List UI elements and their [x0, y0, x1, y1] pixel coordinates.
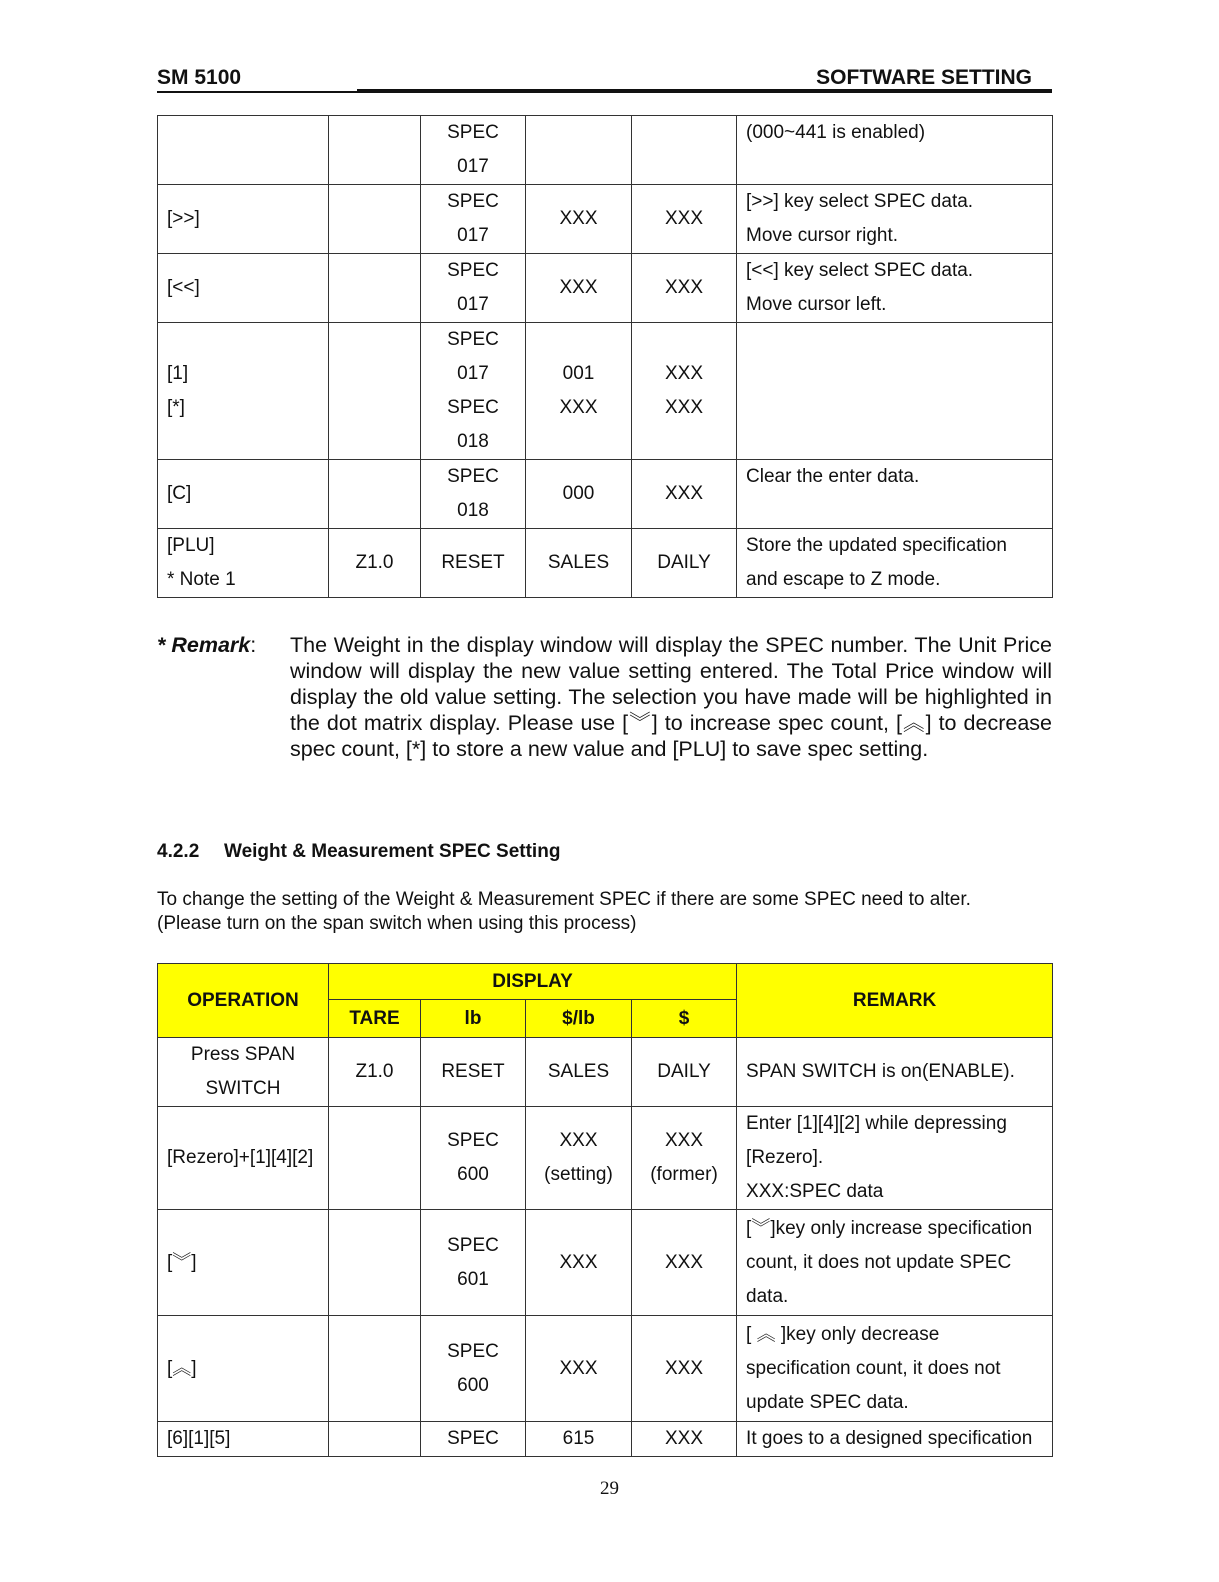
dollar-cell	[632, 116, 737, 185]
dollar-cell: XXX	[632, 1422, 737, 1457]
lb-cell: SPEC 017 SPEC 018	[421, 323, 526, 460]
dollar-cell: XXX	[632, 1316, 737, 1422]
table-header-row	[158, 964, 1053, 1000]
remark-cell: [<<] key select SPEC data. Move cursor left.	[737, 254, 1053, 323]
plb-cell: XXX	[526, 185, 632, 254]
lb-cell: RESET	[421, 1038, 526, 1107]
tare-cell	[329, 1422, 421, 1457]
plb-cell: SALES	[526, 529, 632, 598]
plb-cell: SALES	[526, 1038, 632, 1107]
lb-cell: SPEC	[421, 1422, 526, 1457]
op-cell: [︽]	[158, 1316, 329, 1422]
header-price-per-lb: $/lb	[526, 1000, 632, 1038]
op-cell: [PLU] * Note 1	[158, 529, 329, 598]
section-title-text: Weight & Measurement SPEC Setting	[224, 841, 561, 862]
remark-cell: [︾]key only increase specification count, it does not update SPEC data.	[737, 1210, 1053, 1316]
table-row	[158, 1422, 1053, 1457]
table-row	[158, 1210, 1053, 1316]
remark-label: * Remark:	[157, 633, 257, 657]
remark-cell: [ ︽ ]key only decrease specification count, it does not update SPEC data.	[737, 1316, 1053, 1422]
plb-cell: XXX	[526, 1316, 632, 1422]
tare-cell	[329, 116, 421, 185]
lb-cell: SPEC 017	[421, 185, 526, 254]
lb-cell: SPEC 601	[421, 1210, 526, 1316]
header-tare: TARE	[329, 1000, 421, 1038]
plb-cell: 615	[526, 1422, 632, 1457]
dollar-cell: XXX	[632, 185, 737, 254]
header-dollar: $	[632, 1000, 737, 1038]
tare-cell	[329, 323, 421, 460]
spec-table-continued	[157, 115, 1053, 598]
header-display: DISPLAY	[329, 964, 737, 1000]
op-cell: [Rezero]+[1][4][2]	[158, 1107, 329, 1210]
tare-cell	[329, 185, 421, 254]
table-row	[158, 1038, 1053, 1107]
remark-cell: Enter [1][4][2] while depressing [Rezero]. XXX:SPEC data	[737, 1107, 1053, 1210]
page-number: 29	[600, 1478, 619, 1499]
plb-cell: 001 XXX	[526, 323, 632, 460]
section-number: 4.2.2	[157, 841, 200, 862]
lb-cell: SPEC 017	[421, 254, 526, 323]
dollar-cell: XXX	[632, 254, 737, 323]
header-rule-thick	[357, 89, 1052, 93]
remark-cell: Clear the enter data.	[737, 460, 1053, 529]
section-title	[157, 841, 560, 863]
plb-cell: XXX	[526, 254, 632, 323]
lb-cell: SPEC 018	[421, 460, 526, 529]
dollar-cell: XXX	[632, 1210, 737, 1316]
op-cell: [<<]	[158, 254, 329, 323]
intro-paragraph	[157, 888, 1052, 936]
tare-cell	[329, 1107, 421, 1210]
tare-cell	[329, 254, 421, 323]
remark-cell: SPAN SWITCH is on(ENABLE).	[737, 1038, 1053, 1107]
tare-cell	[329, 460, 421, 529]
plb-cell	[526, 116, 632, 185]
lb-cell: SPEC 017	[421, 116, 526, 185]
intro-line-1: To change the setting of the Weight & Measurement SPEC if there are some SPEC need to alter.	[157, 889, 971, 910]
tare-cell: Z1.0	[329, 529, 421, 598]
table-row	[158, 529, 1053, 598]
remark-cell: (000~441 is enabled)	[737, 116, 1053, 185]
dollar-cell: DAILY	[632, 1038, 737, 1107]
table-row	[158, 1316, 1053, 1422]
lb-cell: SPEC 600	[421, 1107, 526, 1210]
wm-spec-table	[157, 963, 1053, 1457]
table-row	[158, 185, 1053, 254]
remark-text: The Weight in the display window will display the SPEC number. The Unit Price window will display the new value setting entered. The Total Price window will display the old value setting. The selection you have made will be highlighted in the dot matrix display. Please use [︾] to increase spec count, [︽] to decrease spec count, [*] to store a new value and [PLU] to save spec setting.	[290, 633, 1052, 761]
op-cell: [︾]	[158, 1210, 329, 1316]
table-row	[158, 254, 1053, 323]
remark-cell: [>>] key select SPEC data. Move cursor right.	[737, 185, 1053, 254]
header-operation: OPERATION	[158, 964, 329, 1038]
dollar-cell: XXX (former)	[632, 1107, 737, 1210]
op-cell: [1] [*]	[158, 323, 329, 460]
dollar-cell: XXX XXX	[632, 323, 737, 460]
dollar-cell: DAILY	[632, 529, 737, 598]
table-row	[158, 1107, 1053, 1210]
lb-cell: RESET	[421, 529, 526, 598]
intro-line-2: (Please turn on the span switch when using this process)	[157, 913, 637, 934]
remark-cell: It goes to a designed specification	[737, 1422, 1053, 1457]
remark-cell: Store the updated specification and escape to Z mode.	[737, 529, 1053, 598]
remark-cell	[737, 323, 1053, 460]
table-row	[158, 323, 1053, 460]
op-cell: [>>]	[158, 185, 329, 254]
plb-cell: XXX	[526, 1210, 632, 1316]
op-cell: [C]	[158, 460, 329, 529]
op-cell: Press SPAN SWITCH	[158, 1038, 329, 1107]
plb-cell: XXX (setting)	[526, 1107, 632, 1210]
op-cell	[158, 116, 329, 185]
header-lb: lb	[421, 1000, 526, 1038]
section-heading: SOFTWARE SETTING	[816, 66, 1032, 89]
plb-cell: 000	[526, 460, 632, 529]
header-rule-thin	[157, 91, 357, 93]
model-name: SM 5100	[157, 66, 242, 89]
page-header	[157, 66, 1052, 94]
tare-cell	[329, 1210, 421, 1316]
tare-cell	[329, 1316, 421, 1422]
lb-cell: SPEC 600	[421, 1316, 526, 1422]
dollar-cell: XXX	[632, 460, 737, 529]
table-row	[158, 460, 1053, 529]
op-cell: [6][1][5]	[158, 1422, 329, 1457]
table-row	[158, 116, 1053, 185]
tare-cell: Z1.0	[329, 1038, 421, 1107]
header-remark: REMARK	[737, 964, 1053, 1038]
